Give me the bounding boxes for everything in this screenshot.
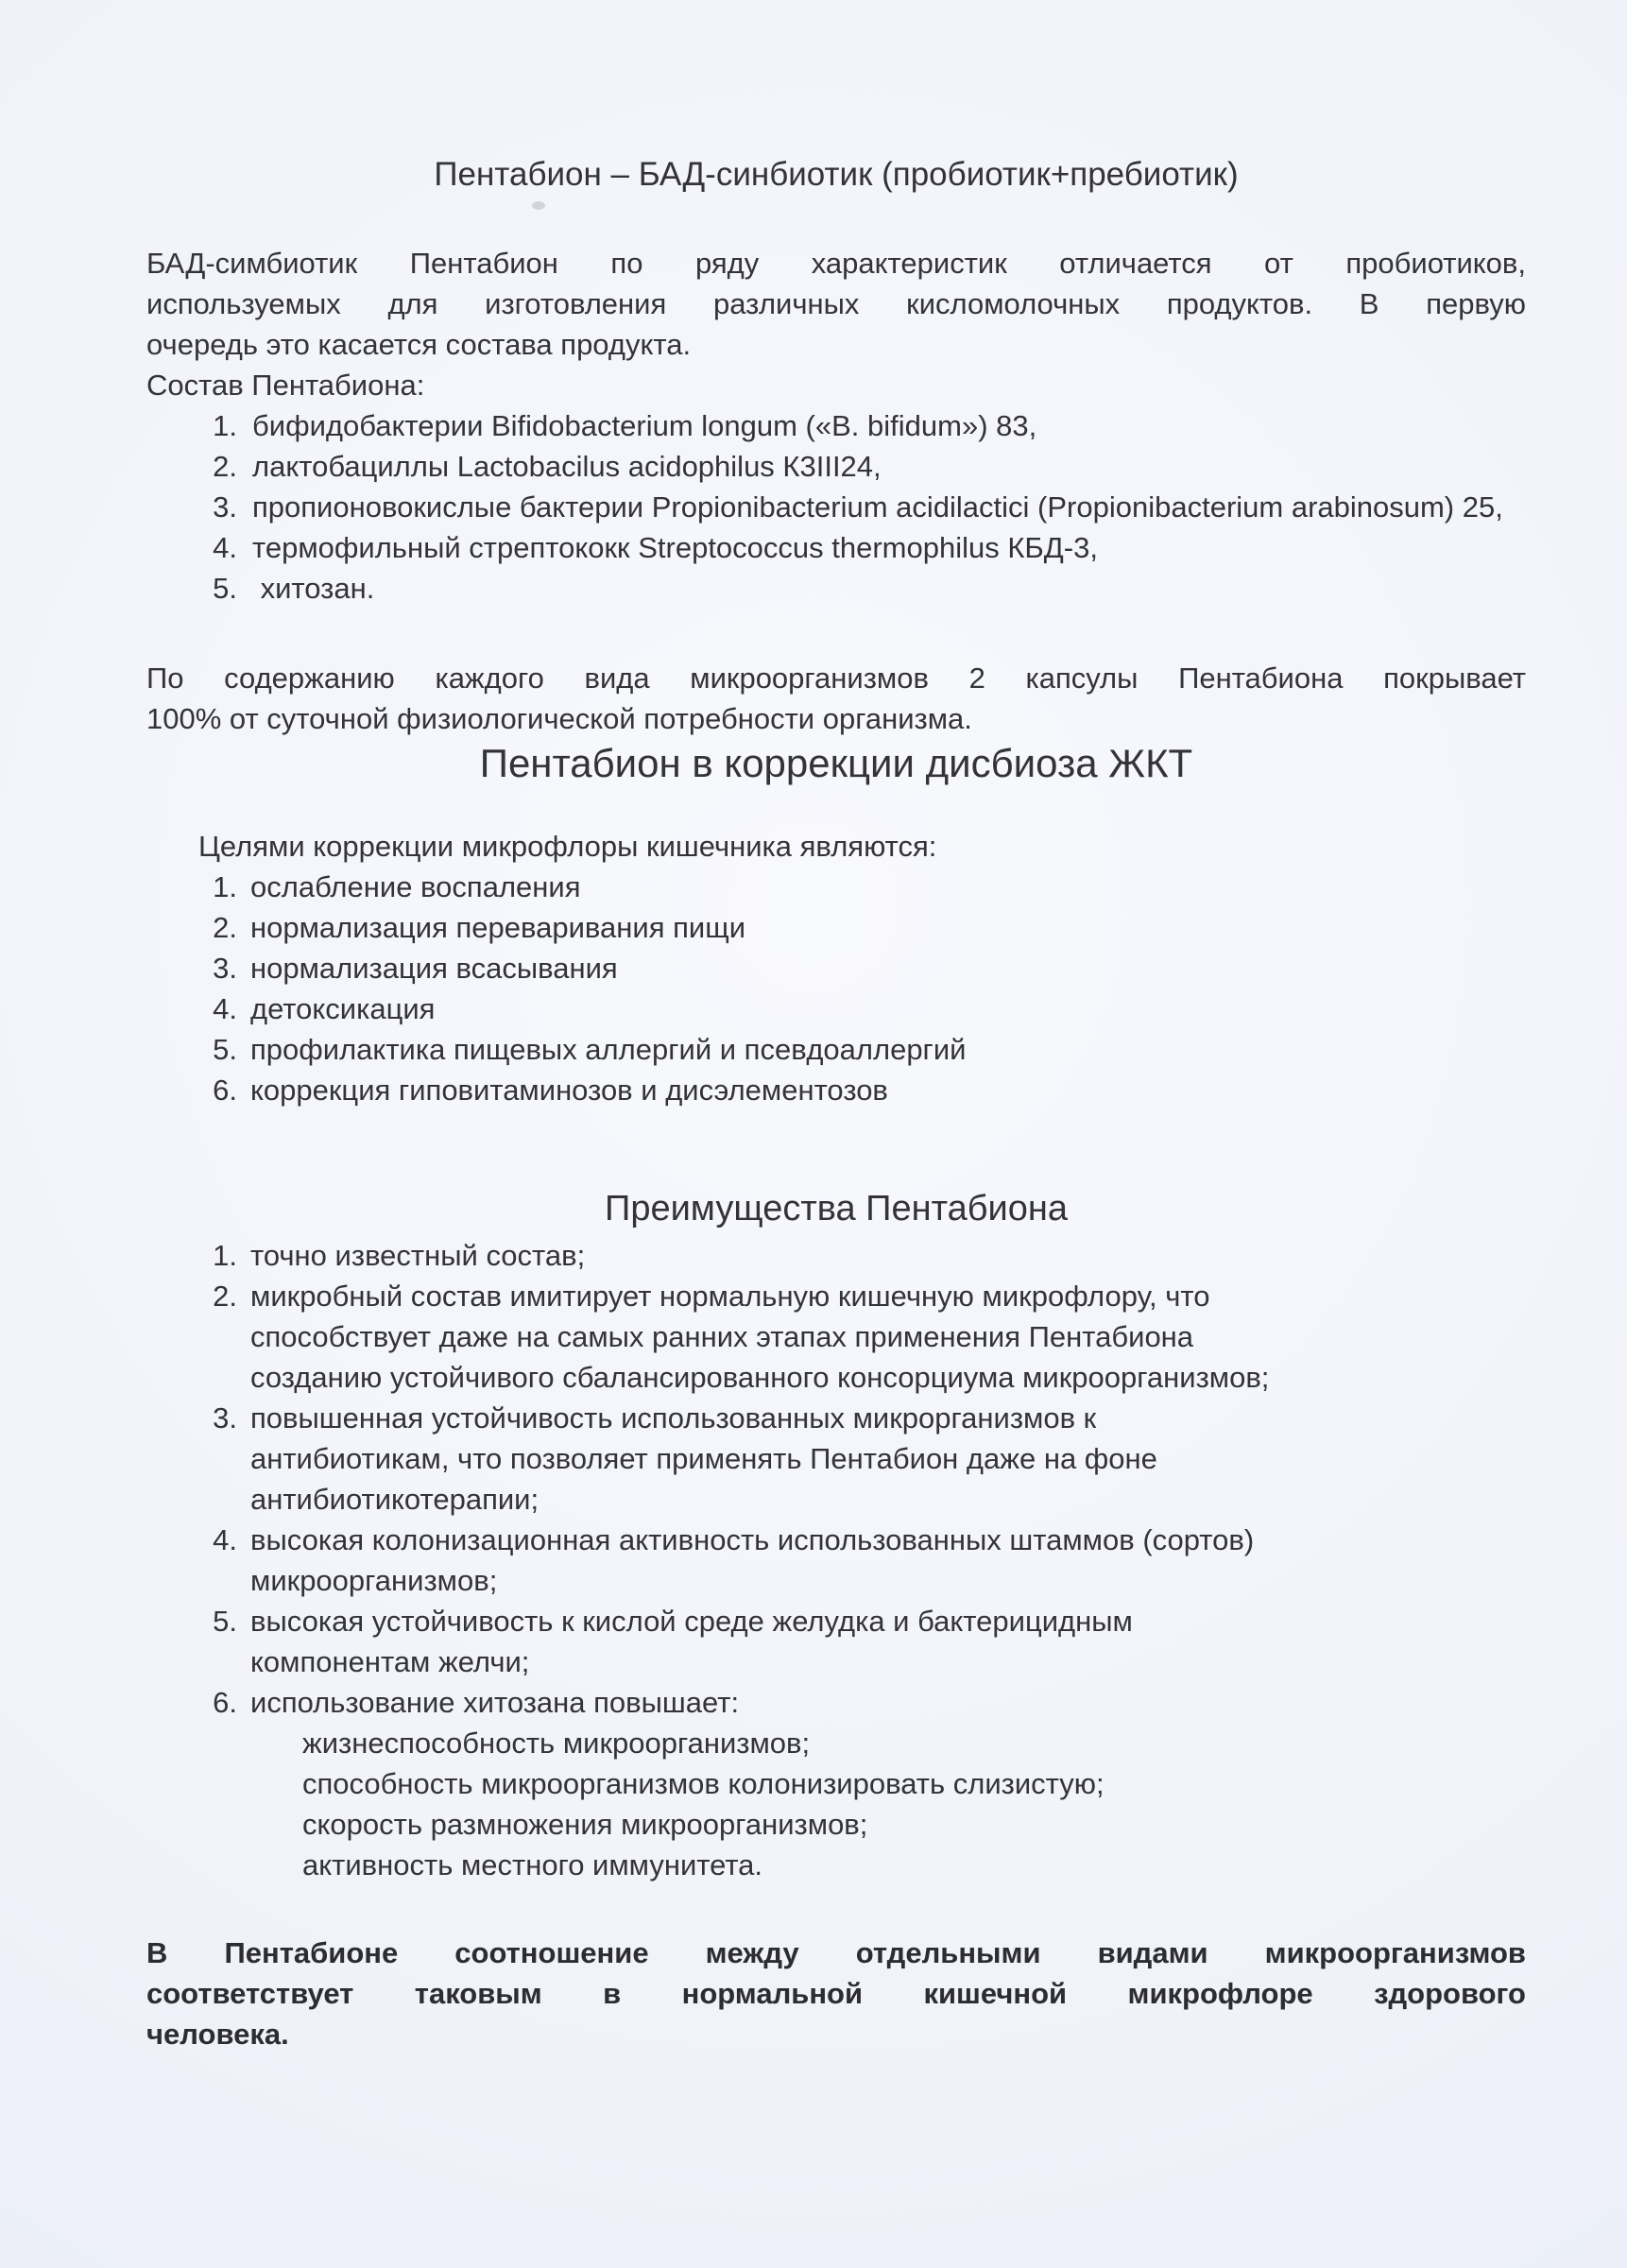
intro-line: БАД-симбиотик Пентабион по ряду характеристик отличается от пробиотиков,: [146, 247, 1526, 280]
goal-item-text: ослабление воспаления: [250, 870, 581, 903]
list-number: 1.: [213, 870, 237, 903]
conclusion-line: В Пентабионе соотношение между отдельными видами микроорганизмов: [146, 1936, 1526, 1969]
list-number: 4.: [213, 992, 237, 1025]
coverage-line: 100% от суточной физиологической потребности организма.: [146, 702, 972, 735]
list-number: 1.: [213, 1239, 237, 1272]
list-number: 2.: [213, 450, 237, 483]
list-number: 2.: [213, 1280, 237, 1313]
goal-item-text: нормализация переваривания пищи: [250, 911, 746, 944]
goals-list: [146, 867, 1526, 1110]
list-number: 6.: [213, 1686, 237, 1719]
chitosan-effect-item: способность микроорганизмов колонизировать слизистую;: [302, 1767, 1105, 1800]
chitosan-effect-item: активность местного иммунитета.: [302, 1848, 763, 1881]
goal-item-text: профилактика пищевых аллергий и псевдоаллергий: [250, 1033, 967, 1066]
advantages-list: [146, 1235, 1526, 1885]
coverage-paragraph: [146, 658, 1526, 739]
goal-item-text: коррекция гиповитаминозов и дисэлементозов: [250, 1074, 888, 1107]
composition-item: [146, 568, 1526, 609]
advantage-item: [146, 1601, 1526, 1682]
goal-item: [146, 1070, 1526, 1110]
chitosan-effects-list: [250, 1723, 1526, 1885]
list-number: 4.: [213, 531, 237, 564]
intro-line: очередь это касается состава продукта.: [146, 328, 692, 361]
composition-list: [146, 405, 1526, 609]
advantage-item: [146, 1235, 1526, 1276]
list-number: 2.: [213, 911, 237, 944]
advantage-line: микроорганизмов;: [250, 1564, 498, 1597]
goal-item: [146, 867, 1526, 907]
list-number: 1.: [213, 409, 237, 442]
chitosan-effect-item: скорость размножения микроорганизмов;: [302, 1808, 868, 1841]
advantage-line: антибиотикотерапии;: [250, 1483, 539, 1516]
goals-intro: Целями коррекции микрофлоры кишечника являются:: [198, 830, 937, 863]
goal-item: [146, 907, 1526, 948]
chitosan-effect-item: жизнеспособность микроорганизмов;: [302, 1727, 811, 1760]
intro-line: используемых для изготовления различных кисломолочных продуктов. В первую: [146, 287, 1526, 320]
composition-item: [146, 405, 1526, 446]
advantage-item: [146, 1682, 1526, 1885]
goal-item-text: нормализация всасывания: [250, 952, 618, 985]
advantage-item: [146, 1398, 1526, 1520]
advantage-line: способствует даже на самых ранних этапах применения Пентабиона: [250, 1320, 1194, 1353]
composition-item-text: лактобациллы Lactobacilus acidophilus К3III24,: [252, 450, 882, 483]
advantage-line: высокая устойчивость к кислой среде желудка и бактерицидным: [250, 1605, 1133, 1638]
advantage-line: антибиотикам, что позволяет применять Пентабион даже на фоне: [250, 1442, 1157, 1475]
advantage-line: высокая колонизационная активность использованных штаммов (сортов): [250, 1523, 1255, 1556]
conclusion-line: соответствует таковым в нормальной кишечной микрофлоре здорового: [146, 1977, 1526, 2010]
composition-item-text: хитозан.: [252, 572, 375, 605]
advantage-item: [146, 1276, 1526, 1398]
list-number: 5.: [213, 572, 237, 605]
composition-item-text: термофильный стрептококк Streptococcus thermophilus КБД-3,: [252, 531, 1098, 564]
document-body: [146, 156, 1526, 2084]
goal-item: [146, 1029, 1526, 1070]
intro-paragraph: [146, 243, 1526, 405]
advantage-item: [146, 1520, 1526, 1601]
section-title-dysbiosis: Пентабион в коррекции дисбиоза ЖКТ: [479, 741, 1193, 785]
advantage-line: созданию устойчивого сбалансированного консорциума микроорганизмов;: [250, 1361, 1270, 1394]
advantage-line: повышенная устойчивость использованных микрорганизмов к: [250, 1401, 1097, 1435]
conclusion-line: человека.: [146, 2018, 289, 2051]
composition-item: [146, 487, 1526, 527]
document-title: Пентабион – БАД-синбиотик (пробиотик+пребиотик): [434, 156, 1239, 193]
list-number: 5.: [213, 1605, 237, 1638]
advantage-line: точно известный состав;: [250, 1239, 586, 1272]
goal-item: [146, 988, 1526, 1029]
list-number: 3.: [213, 952, 237, 985]
composition-item-text: пропионовокислые бактерии Propionibacterium acidilactici (Propionibacterium arabinosum) 25,: [252, 490, 1503, 524]
goal-item: [146, 948, 1526, 988]
advantage-line: компонентам желчи;: [250, 1645, 530, 1678]
composition-heading: Состав Пентабиона:: [146, 369, 425, 402]
advantage-line: микробный состав имитирует нормальную кишечную микрофлору, что: [250, 1280, 1210, 1313]
composition-item-text: бифидобактерии Bifidobacterium longum («B. bifidum») 83,: [252, 409, 1037, 442]
conclusion-paragraph: [146, 1933, 1526, 2054]
list-number: 3.: [213, 1401, 237, 1435]
section-title-advantages: Преимущества Пентабиона: [605, 1189, 1068, 1228]
list-number: 3.: [213, 490, 237, 524]
advantage-line: использование хитозана повышает:: [250, 1686, 740, 1719]
composition-item: [146, 446, 1526, 487]
goal-item-text: детоксикация: [250, 992, 436, 1025]
list-number: 4.: [213, 1523, 237, 1556]
list-number: 6.: [213, 1074, 237, 1107]
list-number: 5.: [213, 1033, 237, 1066]
coverage-line: По содержанию каждого вида микроорганизмов 2 капсулы Пентабиона покрывает: [146, 662, 1526, 695]
composition-item: [146, 527, 1526, 568]
